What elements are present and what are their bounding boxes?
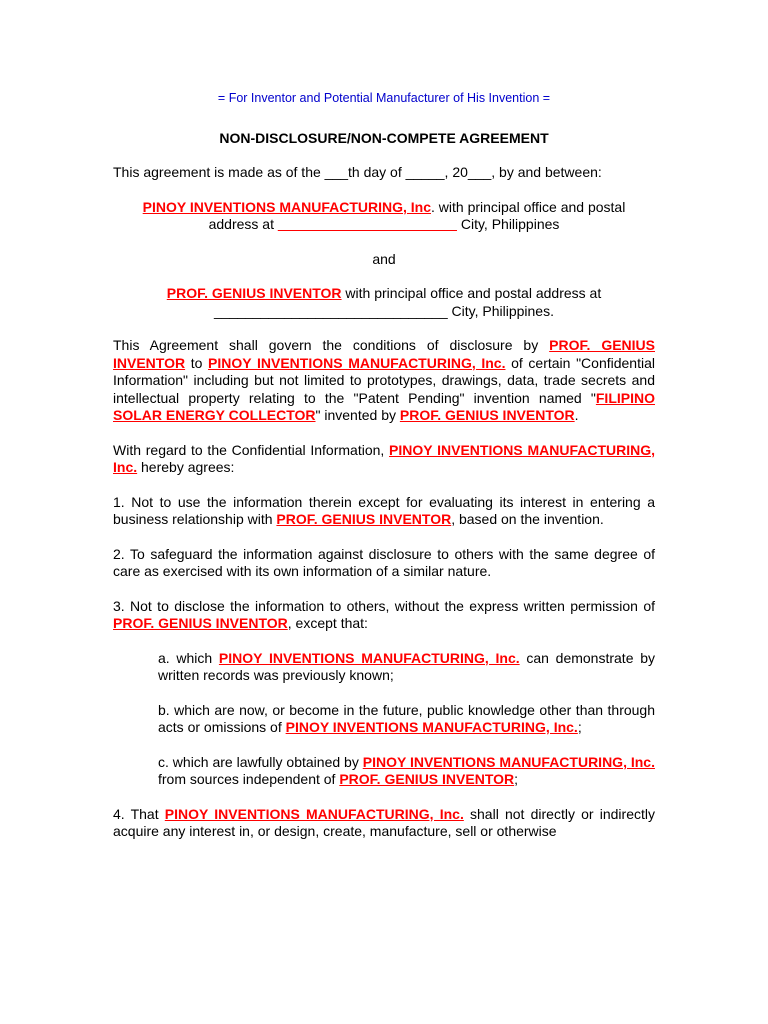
- clause-3b: [158, 702, 655, 737]
- text-run: b. which are now, or become in the future, public knowledge other than through acts or omissions of: [158, 701, 655, 735]
- company-address-text: . with principal office and postal: [431, 198, 626, 215]
- company-name: PINOY INVENTIONS MANUFACTURING, Inc.: [218, 649, 520, 666]
- company-address-label: address at: [208, 216, 274, 232]
- clause-1: [113, 494, 655, 529]
- agreement-document: [113, 90, 655, 841]
- invention-name: FILIPINO SOLAR ENERGY COLLECTOR: [113, 389, 655, 423]
- text-run: hereby agrees:: [137, 459, 235, 475]
- text-run: of certain "Confidential Information" including but not limited to prototypes, drawings, data, trade secrets and intellectual property relating to the "Patent Pending" invention named ": [113, 354, 655, 406]
- inventor-city: City, Philippines.: [447, 302, 554, 319]
- document-title: NON-DISCLOSURE/NON-COMPETE AGREEMENT: [219, 129, 549, 146]
- clause-3a: [158, 650, 655, 685]
- text-run: to: [185, 354, 209, 371]
- company-name: PINOY INVENTIONS MANUFACTURING, Inc.: [164, 805, 464, 822]
- text-run: This Agreement shall govern the conditions of disclosure by: [113, 337, 550, 353]
- clause-4: [113, 806, 655, 841]
- inventor-name: PROF. GENIUS INVENTOR: [113, 615, 288, 631]
- text-run: can demonstrate by written records was previously known;: [158, 649, 655, 683]
- text-run: 1. Not to use the information therein except for evaluating its interest in entering a business relationship with: [113, 493, 655, 527]
- company-name: PINOY INVENTIONS MANUFACTURING, Inc.: [113, 441, 655, 475]
- text-run: 4. That: [113, 805, 165, 822]
- company-city: City, Philippines: [456, 216, 560, 232]
- and-separator: and: [372, 250, 396, 267]
- governing-paragraph: [113, 337, 655, 425]
- inventor-name: PROF. GENIUS INVENTOR: [113, 337, 655, 371]
- company-name: PINOY INVENTIONS MANUFACTURING, Inc.: [362, 753, 655, 770]
- text-run: , based on the invention.: [451, 511, 604, 527]
- inventor-name: PROF. GENIUS INVENTOR: [276, 511, 452, 527]
- text-run: , except that:: [287, 615, 368, 631]
- inventor-name: PROF. GENIUS INVENTOR: [166, 285, 342, 301]
- inventor-address-text: with principal office and postal address at: [341, 285, 602, 301]
- inventor-name: PROF. GENIUS INVENTOR: [399, 407, 575, 423]
- text-run: ;: [577, 719, 582, 735]
- text-run: c. which are lawfully obtained by: [158, 753, 363, 770]
- text-run: shall not directly or indirectly acquire any interest in, or design, create, manufacture, sell or otherwise: [113, 805, 655, 839]
- text-run: " invented by: [315, 407, 400, 423]
- clause-3c: [158, 754, 655, 789]
- clause-3: [113, 598, 655, 633]
- text-run: a. which: [158, 649, 219, 666]
- regard-paragraph: [113, 442, 655, 477]
- intro-paragraph: This agreement is made as of the ___th day of _____, 20___, by and between:: [113, 164, 602, 180]
- text-run: 3. Not to disclose the information to others, without the express written permission of: [113, 597, 655, 614]
- clause-2: 2. To safeguard the information against disclosure to others with the same degree of care as exercised with its own information of a similar nature.: [113, 545, 655, 579]
- company-name: PINOY INVENTIONS MANUFACTURING, Inc.: [208, 354, 506, 371]
- document-subtitle: = For Inventor and Potential Manufacturer of His Invention =: [217, 91, 551, 105]
- inventor-address-blank: ______________________________: [214, 302, 448, 319]
- text-run: With regard to the Confidential Information,: [113, 441, 390, 458]
- company-address-blank: _______________________: [277, 216, 457, 232]
- inventor-party-block: [113, 285, 655, 320]
- company-name: PINOY INVENTIONS MANUFACTURING, Inc.: [285, 719, 578, 735]
- inventor-name: PROF. GENIUS INVENTOR: [339, 771, 515, 787]
- text-run: .: [574, 407, 579, 423]
- text-run: ;: [514, 771, 519, 787]
- text-run: from sources independent of: [158, 771, 340, 787]
- company-party-block: [113, 199, 655, 234]
- company-name: PINOY INVENTIONS MANUFACTURING, Inc: [142, 198, 431, 215]
